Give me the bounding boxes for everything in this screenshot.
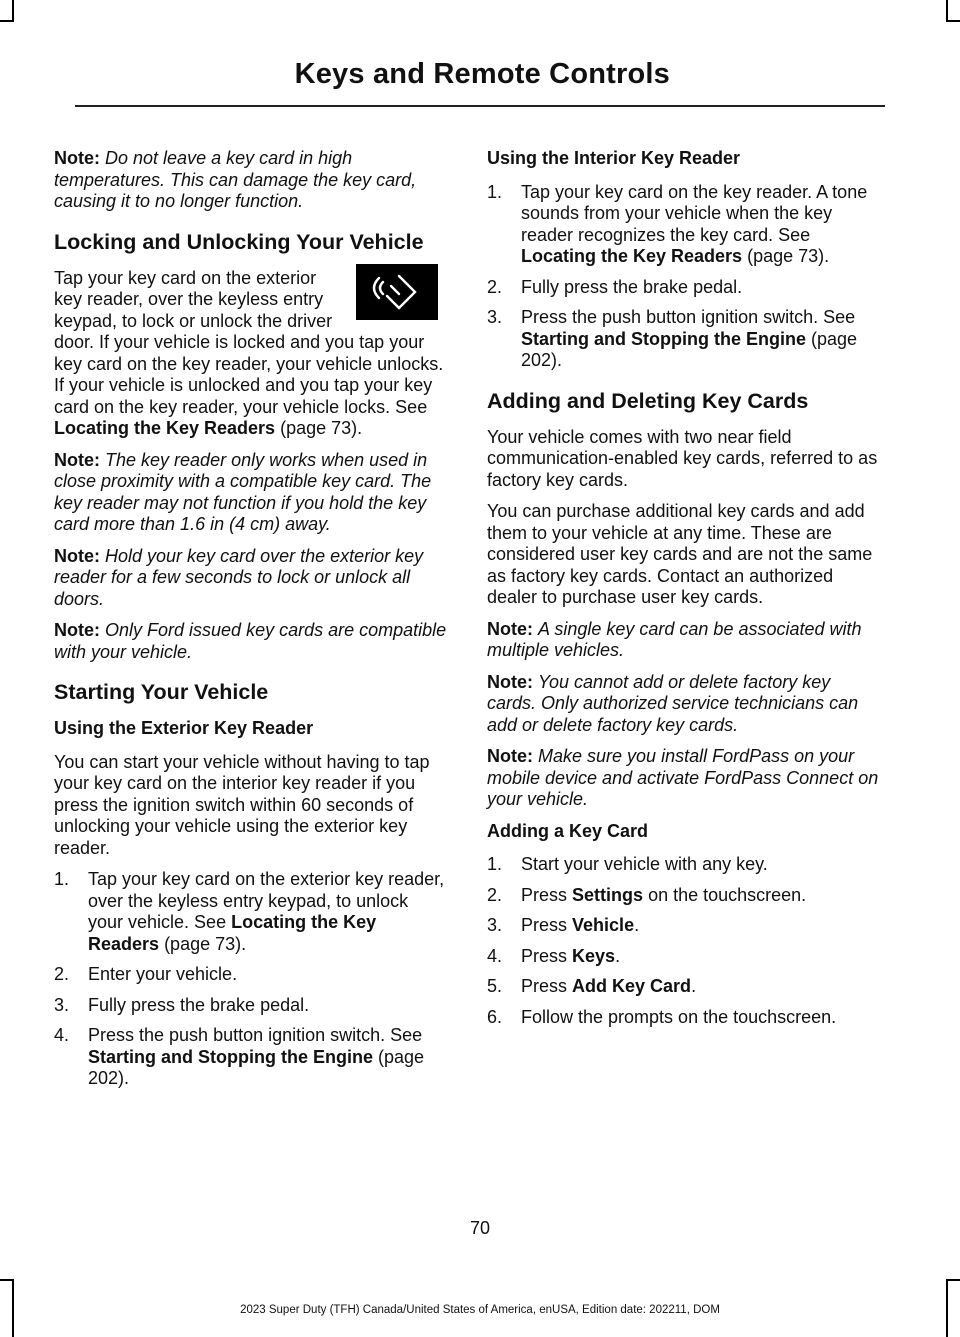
step-list — [487, 182, 881, 372]
page-number: 70 — [469, 1218, 491, 1238]
section-heading: Starting Your Vehicle — [54, 680, 269, 704]
cross-reference-link[interactable]: Locating the Key Readers — [88, 912, 377, 954]
step-text: Follow the prompts on the touchscreen. — [521, 1006, 837, 1027]
left-column — [54, 148, 448, 1099]
ui-term: Add Key Card — [572, 976, 692, 996]
page-reference: (page 73). — [280, 418, 363, 438]
note — [487, 746, 881, 811]
note-text: The key reader only works when used in close proximity with a compatible key card. The key reader may not function if you hold the key card more than 1.6 in (4 cm) away. — [54, 449, 432, 534]
note-label: Note: — [54, 449, 100, 470]
step-number: 5. — [487, 976, 503, 996]
paragraph: Your vehicle comes with two near field communication-enabled key cards, referred to as factory key cards. — [487, 426, 878, 490]
paragraph: You can start your vehicle without having to tap your key card on the interior key reader if you press the ignition switch within 60 seconds of unlocking your vehicle using the exterior key reader. — [54, 751, 430, 858]
note — [487, 672, 881, 737]
note-text: Do not leave a key card in high temperatures. This can damage the key card, causing it to no longer function. — [54, 148, 417, 211]
paragraph — [54, 268, 448, 440]
paragraph: You can purchase additional key cards and add them to your vehicle at any time. These are considered user key cards and are not the same as factory key cards. Contact an authorized dealer to purchase user key cards. — [487, 501, 873, 607]
crop-mark — [12, 0, 14, 22]
subsection-heading: Adding a Key Card — [487, 820, 649, 841]
note-label: Note: — [487, 671, 533, 692]
ui-term: Keys — [572, 945, 616, 966]
note-text: A single key card can be associated with multiple vehicles. — [487, 618, 862, 660]
cross-reference-link[interactable]: Starting and Stopping the Engine — [88, 1046, 373, 1067]
note-label: Note: — [54, 545, 100, 566]
step-text: Enter your vehicle. — [88, 964, 238, 984]
step-text: Fully press the brake pedal. — [521, 276, 743, 297]
list-item — [54, 869, 448, 955]
step-text: Press the push button ignition switch. See — [521, 307, 856, 327]
note — [487, 619, 881, 662]
step-number: 4. — [54, 1025, 70, 1045]
step-number: 1. — [487, 854, 503, 874]
note-label: Note: — [487, 618, 533, 639]
list-item — [54, 995, 448, 1017]
nfc-key-card-icon — [356, 264, 438, 320]
crop-mark — [946, 0, 948, 22]
list-item — [487, 885, 881, 907]
step-number: 2. — [54, 964, 70, 984]
list-item — [487, 946, 881, 968]
step-text: Press — [521, 884, 568, 905]
ui-term: Vehicle — [572, 915, 635, 935]
page-reference: (page 202). — [88, 1046, 425, 1088]
step-number: 3. — [487, 307, 503, 327]
crop-mark — [0, 20, 14, 22]
page-reference: (page 73). — [164, 933, 247, 954]
cross-reference-link[interactable]: Starting and Stopping the Engine — [521, 328, 806, 349]
note-label: Note: — [487, 746, 533, 766]
cross-reference-link[interactable]: Locating the Key Readers — [54, 418, 276, 438]
step-text: Press — [521, 915, 568, 935]
step-text: on the touchscreen. — [648, 884, 807, 905]
right-column — [487, 148, 881, 1037]
note-text: Only Ford issued key cards are compatible with your vehicle. — [54, 620, 447, 662]
step-text: Tap your key card on the exterior key reader, over the keyless entry keypad, to unlock your vehicle. See — [88, 869, 445, 932]
step-list — [487, 854, 881, 1028]
crop-mark — [946, 1279, 960, 1281]
list-item — [54, 1025, 448, 1090]
step-number: 3. — [54, 994, 70, 1015]
step-number: 2. — [487, 884, 503, 905]
page-footer: 2023 Super Duty (TFH) Canada/United States of America, enUSA, Edition date: 202211, DOM — [240, 1304, 720, 1316]
step-text: Press — [521, 976, 568, 996]
step-number: 3. — [487, 915, 503, 935]
section-heading: Adding and Deleting Key Cards — [487, 388, 809, 413]
header-divider — [75, 105, 885, 107]
note-text: Hold your key card over the exterior key reader for a few seconds to lock or unlock all doors. — [54, 545, 424, 609]
note — [54, 450, 448, 536]
list-item — [487, 307, 881, 372]
crop-mark — [0, 1279, 14, 1281]
page-header-title: Keys and Remote Controls — [294, 58, 670, 90]
list-item — [487, 976, 881, 998]
step-text: Press — [521, 945, 568, 966]
step-list — [54, 869, 448, 1090]
list-item — [487, 1007, 881, 1029]
page-reference: (page 73). — [747, 246, 830, 266]
step-number: 1. — [54, 869, 70, 889]
subsection-heading: Using the Interior Key Reader — [487, 148, 741, 168]
note-label: Note: — [54, 148, 100, 168]
list-item — [54, 964, 448, 986]
list-item — [487, 277, 881, 299]
note-text: Make sure you install FordPass on your mobile device and activate FordPass Connect on your vehicle. — [487, 746, 879, 809]
section-heading: Locking and Unlocking Your Vehicle — [54, 229, 424, 254]
step-text: . — [691, 976, 697, 996]
step-number: 1. — [487, 181, 503, 202]
list-item — [487, 915, 881, 937]
step-number: 4. — [487, 945, 503, 966]
step-text: . — [634, 915, 640, 935]
crop-mark — [946, 20, 960, 22]
paragraph-text: Tap your key card on the exterior key reader, over the keyless entry keypad, to lock or unlock the driver door. If your vehicle is locked and you tap your key card on the key reader, your vehicle unlocks. If your vehicle is unlocked and you tap your key card on the key reader, your vehicle locks. See — [54, 267, 444, 417]
list-item — [487, 854, 881, 876]
cross-reference-link[interactable]: Locating the Key Readers — [521, 246, 743, 266]
step-number: 6. — [487, 1006, 503, 1027]
note — [54, 148, 448, 213]
step-text: Tap your key card on the key reader. A tone sounds from your vehicle when the key reader recognizes the key card. See — [521, 181, 868, 245]
note — [54, 546, 448, 611]
step-text: Fully press the brake pedal. — [88, 994, 310, 1015]
list-item — [487, 182, 881, 268]
subsection-heading: Using the Exterior Key Reader — [54, 718, 314, 738]
step-number: 2. — [487, 276, 503, 297]
page-reference: (page 202). — [521, 328, 858, 370]
step-text: Start your vehicle with any key. — [521, 854, 768, 874]
ui-term: Settings — [572, 884, 644, 905]
note — [54, 620, 448, 663]
note-label: Note: — [54, 620, 100, 640]
step-text: . — [615, 945, 621, 966]
note-text: You cannot add or delete factory key cards. Only authorized service technicians can add or delete factory key cards. — [487, 671, 859, 735]
step-text: Press the push button ignition switch. See — [88, 1025, 423, 1045]
